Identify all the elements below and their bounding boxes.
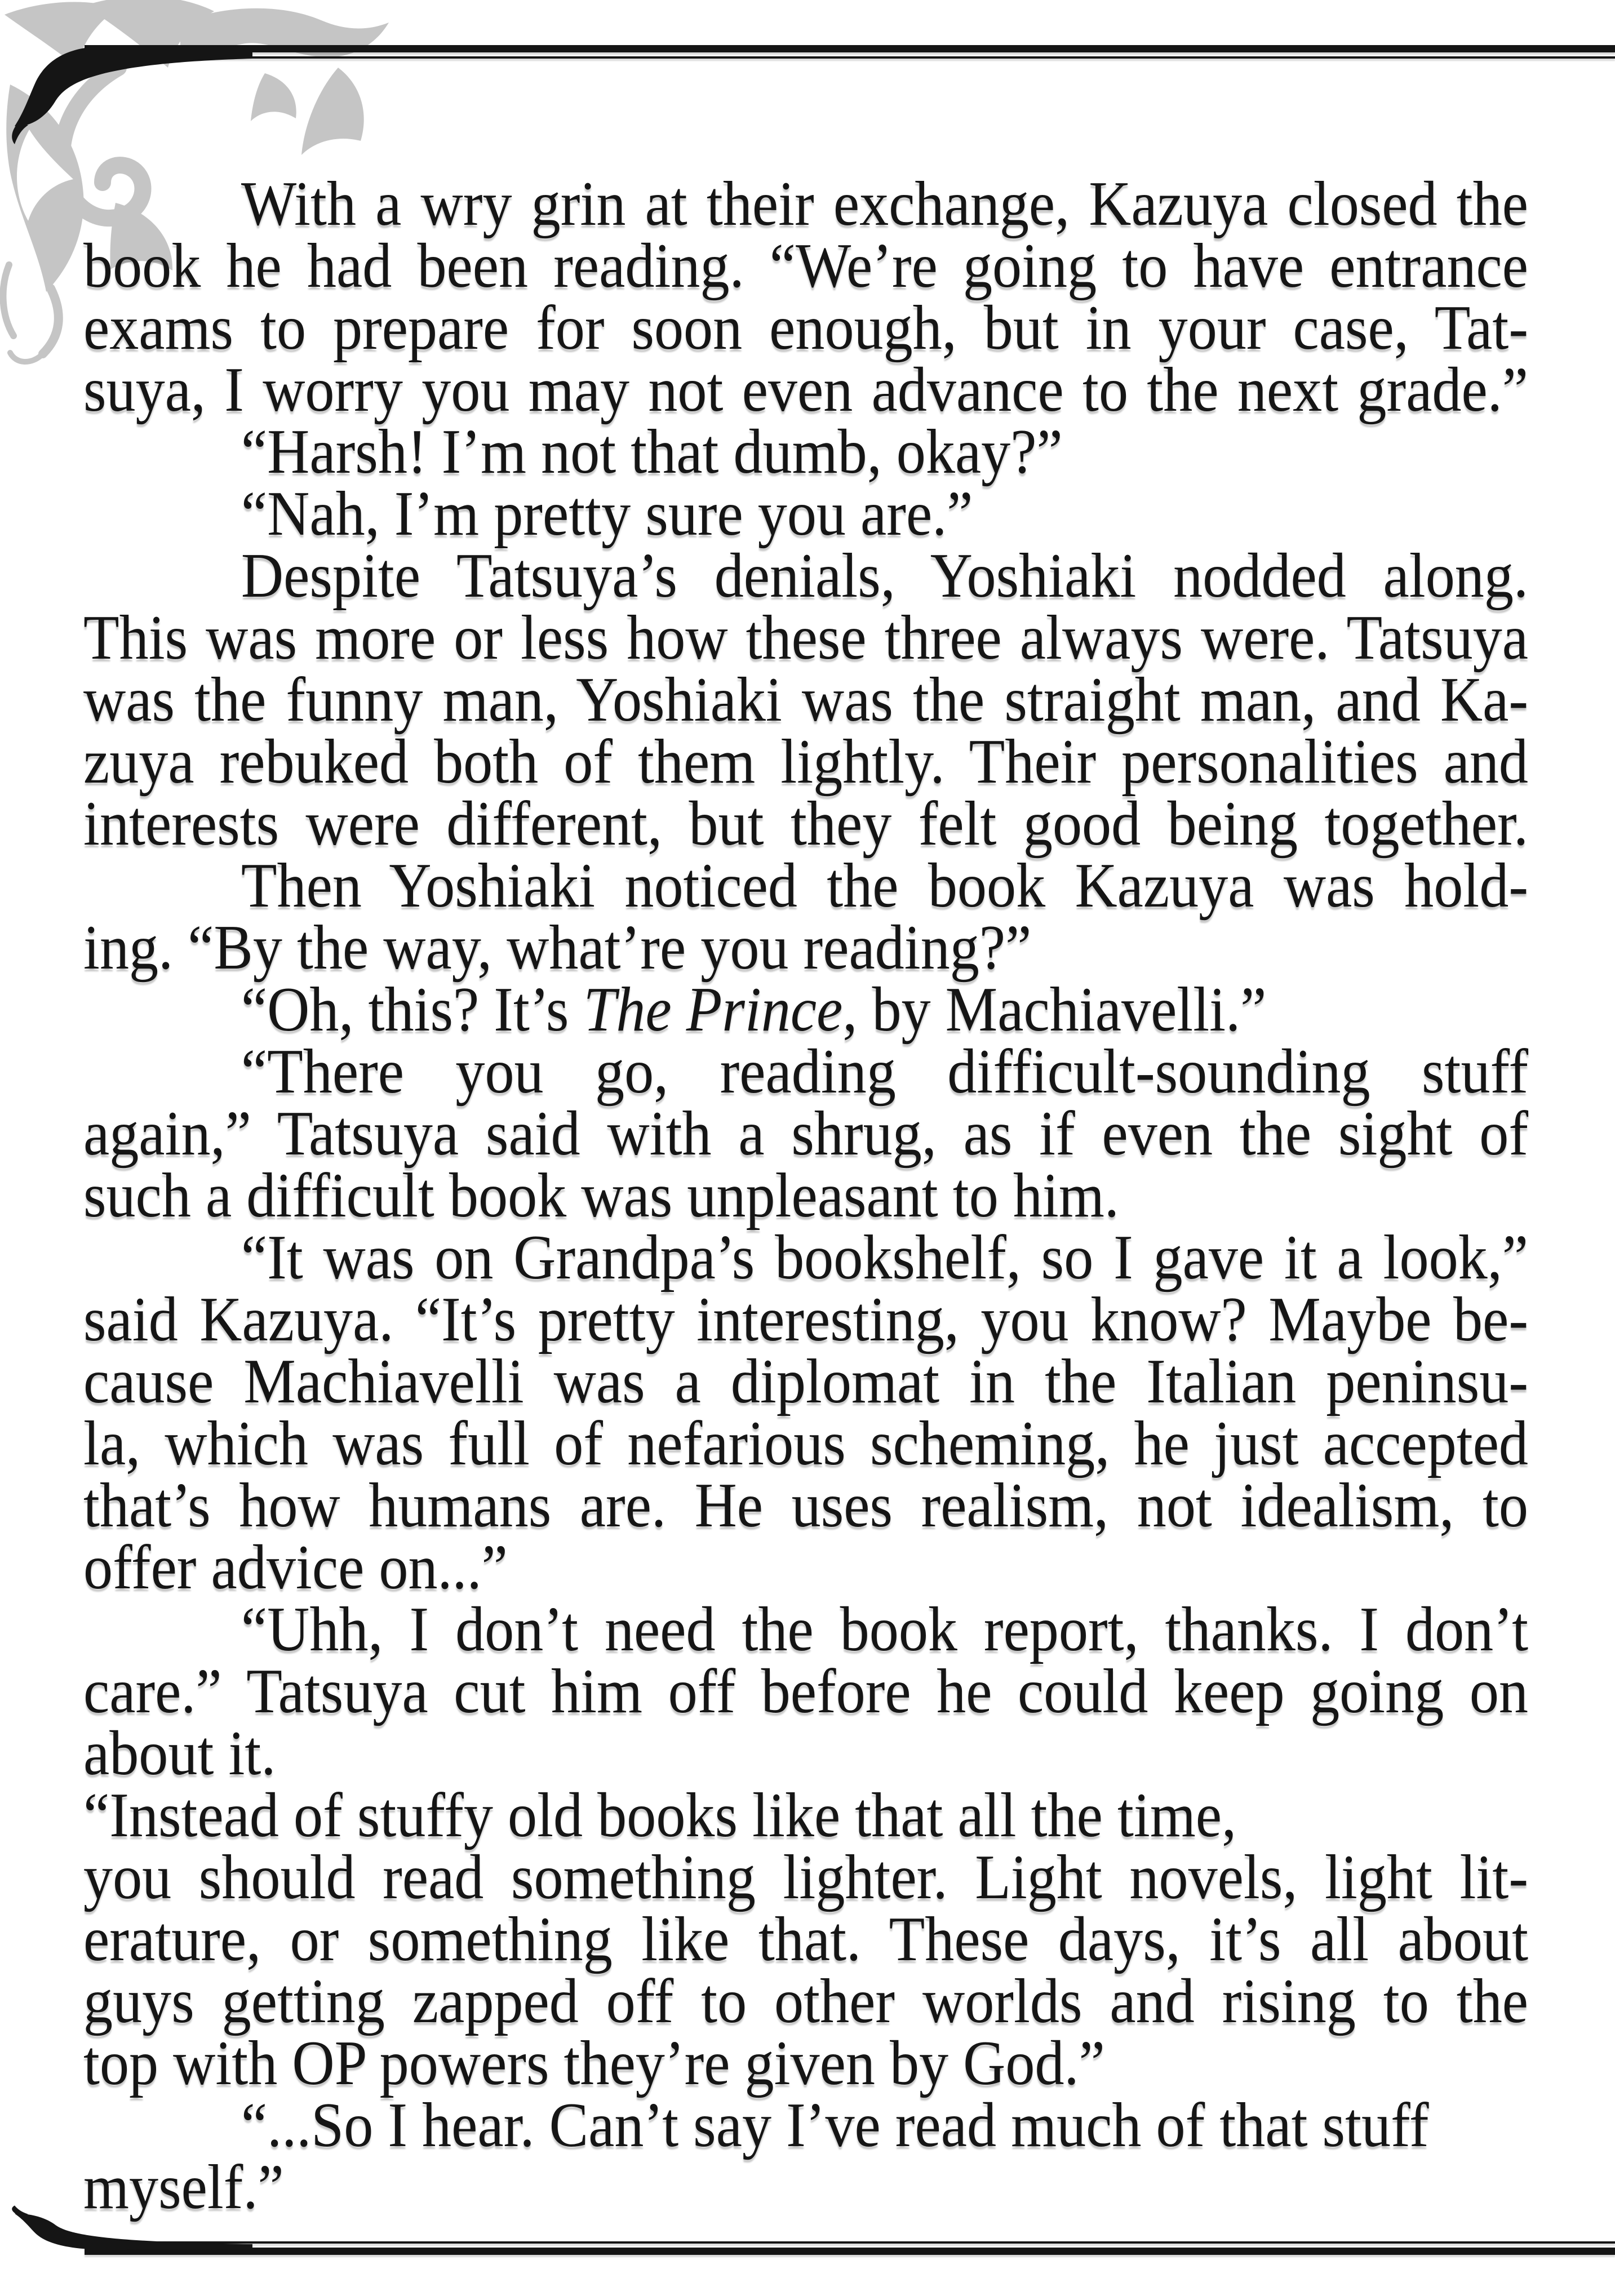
top-rule-thin-line [77,56,1615,59]
text-segment: “Oh, this? It’s [241,975,584,1045]
text-segment: “Nah, I’m pretty sure you are.” [241,479,973,549]
text-segment: “...So I hear. Can’t say I’ve read much of that stuff [241,2090,1429,2160]
text-segment: Then Yoshiaki noticed the book Kazuya was hold- [241,851,1529,921]
text-line [83,1718,1528,1788]
top-rule-bar [85,45,1615,52]
text-segment: about it. [83,1718,276,1788]
text-segment: cause Machiavelli was a diplomat in the Italian peninsu- [83,1347,1529,1416]
text-segment: “Uhh, I don’t need the book report, thanks. I don’t [241,1595,1529,1664]
text-line [83,975,1528,1045]
text-segment: erature, or something like that. These days, it’s all about [83,1904,1529,1974]
text-segment: book he had been reading. “We’re going to have entrance [83,231,1529,301]
text-line [83,417,1528,487]
text-segment: that’s how humans are. He uses realism, not idealism, to [83,1471,1529,1540]
text-line [83,1657,1529,1726]
text-segment: zuya rebuked both of them lightly. Their personalities and [83,727,1529,797]
bottom-rule-thin-line [77,2241,1615,2244]
text-segment: This was more or less how these three always were. Tatsuya [83,603,1529,673]
text-line [83,913,1528,983]
text-segment: again,” Tatsuya said with a shrug, as if even the sight of [83,1099,1529,1169]
text-line [83,2090,1528,2160]
text-line [83,541,1529,611]
text-segment: said Kazuya. “It’s pretty interesting, you know? Maybe be- [83,1285,1529,1354]
text-line [83,2152,1528,2222]
text-line [83,1037,1529,1107]
text-line [83,231,1529,301]
text-segment: “There you go, reading difficult-sounding stuff [241,1037,1529,1107]
text-segment: ing. “By the way, what’re you reading?” [83,913,1032,983]
text-segment: , by Machiavelli.” [842,975,1267,1045]
text-segment: la, which was full of nefarious scheming, he just accepted [83,1409,1529,1478]
text-segment: top with OP powers they’re given by God.” [83,2028,1105,2098]
top-rule-curl-icon [10,44,252,145]
text-segment: exams to prepare for soon enough, but in your case, Tat- [83,293,1529,363]
text-segment: With a wry grin at their exchange, Kazuya closed the [241,169,1529,239]
text-line [83,1904,1529,1974]
text-segment: suya, I worry you may not even advance to the next grade.” [83,355,1529,425]
text-segment: “It was on Grandpa’s bookshelf, so I gave it a look,” [241,1223,1529,1293]
text-line [83,2028,1528,2098]
text-line [83,1347,1529,1416]
text-line [83,1285,1529,1354]
text-line [83,789,1529,859]
text-line [83,293,1529,363]
text-line [83,851,1529,921]
text-line [83,1780,1528,1850]
text-segment: “Instead of stuffy old books like that all the time, [83,1780,1237,1850]
text-line [83,1099,1529,1169]
text-line [83,1223,1529,1293]
text-line [83,727,1529,797]
text-segment: offer advice on...” [83,1533,508,1602]
text-line [83,355,1529,425]
text-line [83,169,1529,239]
text-block [83,169,1529,2222]
text-line [83,603,1529,673]
text-line [83,1842,1529,1912]
text-segment: care.” Tatsuya cut him off before he could keep going on [83,1657,1529,1726]
text-segment: such a difficult book was unpleasant to him. [83,1161,1119,1231]
text-line [83,1533,1528,1602]
text-segment: Despite Tatsuya’s denials, Yoshiaki nodded along. [241,541,1529,611]
text-line [83,1471,1529,1540]
text-line [83,1595,1529,1664]
italic-book-title: The Prince [583,975,843,1045]
text-line [83,665,1529,735]
text-segment: interests were different, but they felt good being together. [83,789,1529,859]
text-segment: “Harsh! I’m not that dumb, okay?” [241,417,1063,487]
text-segment: guys getting zapped off to other worlds and rising to the [83,1966,1529,2036]
text-segment: was the funny man, Yoshiaki was the straight man, and Ka- [83,665,1529,735]
text-line [83,479,1528,549]
text-line [83,1409,1529,1478]
text-line [83,1966,1529,2036]
text-line [83,1161,1528,1231]
bottom-rule-bar [85,2248,1615,2255]
text-segment: myself.” [83,2152,284,2222]
text-segment: you should read something lighter. Light novels, light lit- [83,1842,1529,1912]
